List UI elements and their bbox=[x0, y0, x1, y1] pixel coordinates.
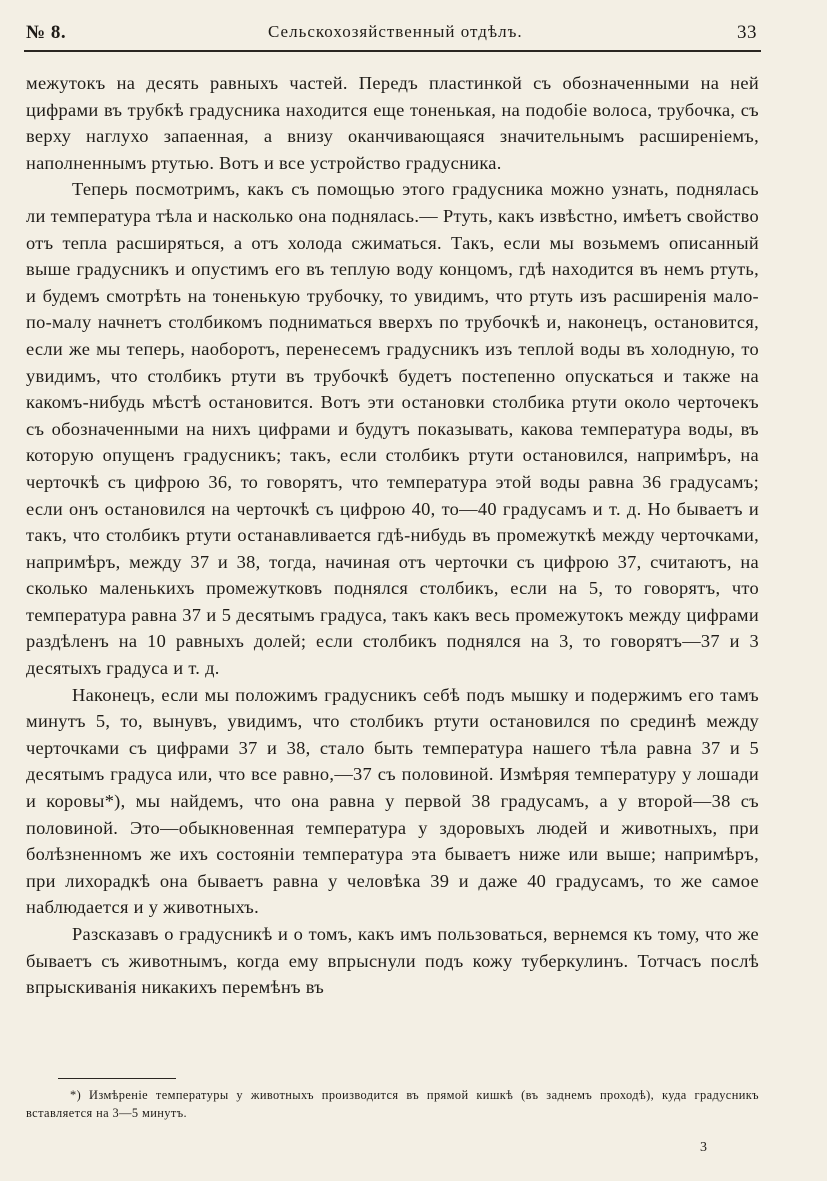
body-text bbox=[26, 70, 759, 1001]
issue-number: № 8. bbox=[26, 22, 67, 43]
paragraph-1: межутокъ на десять равныхъ частей. Передъ пластинкой съ обозначенными на ней цифрами въ трубкѣ градусника находится еще тоненькая, на подобіе волоса, трубочка, съ верху наглухо запаенная, а внизу оканчивающаяся значительнымъ расширеніемъ, наполненнымъ ртутью. Вотъ и все устройство градусника. bbox=[26, 73, 759, 173]
paragraph-3: Наконецъ, если мы положимъ градусникъ себѣ подъ мышку и подержимъ его тамъ минутъ 5, то, вынувъ, увидимъ, что столбикъ ртути остановился по срединѣ между черточками съ цифрами 37 и 38, стало быть температура нашего тѣла равна 37 и 5 десятымъ градуса или, что все равно,—37 съ половиной. Измѣряя температуру у лошади и коровы*), мы найдемъ, что она равна у первой 38 градусамъ, а у второй—38 съ половиной. Это—обыкновенная температура у здоровыхъ людей и животныхъ, при болѣзненномъ же ихъ состояніи температура эта бываетъ ниже или выше; напримѣръ, при лихорадкѣ она бываетъ равна у человѣка 39 и даже 40 градусамъ, то же самое наблюдается и у животныхъ. bbox=[26, 684, 759, 918]
page-header bbox=[24, 20, 761, 52]
footnote: *) Измѣреніе температуры у животныхъ производится въ прямой кишкѣ (въ заднемъ проходѣ), куда градусникъ вставляется на 3—5 минутъ. bbox=[26, 1088, 759, 1120]
paragraph-2: Теперь посмотримъ, какъ съ помощью этого градусника можно узнать, поднялась ли температура тѣла и насколько она поднялась.— Ртуть, какъ извѣстно, имѣетъ свойство отъ тепла расширяться, а отъ холода сжиматься. Такъ, если мы возьмемъ описанный выше градусникъ и опустимъ его въ теплую воду концомъ, гдѣ находится въ немъ ртуть, и будемъ смотрѣть на тоненькую трубочку, то увидимъ, что ртуть изъ расширенія мало-по-малу начнетъ столбикомъ подниматься вверхъ по трубочкѣ и, наконецъ, остановится, если же мы теперь, наоборотъ, перенесемъ градусникъ изъ теплой воды въ холодную, то увидимъ, что столбикъ ртути въ трубочкѣ будетъ постепенно опускаться и также на какомъ-нибудь мѣстѣ остановится. Вотъ эти остановки столбика ртути около черточекъ съ обозначенными на нихъ цифрами и будутъ показывать, какова температура воды, въ которую опущенъ градусникъ; такъ, если столбикъ ртути остановился, напримѣръ, на черточкѣ съ цифрою 36, то говорятъ, что температура этой воды равна 36 градусамъ; если онъ остановился на черточкѣ съ цифрою 40, то—40 градусамъ и т. д. Но бываетъ и такъ, что столбикъ ртути останавливается гдѣ-нибудь въ промежуткѣ между черточками, напримѣръ, между 37 и 38, тогда, начиная отъ черточки съ цифрою 37, считаютъ, на сколько маленькихъ промежутковъ поднялся столбикъ, если на 5, то говорятъ, что температура равна 37 и 5 десятымъ градуса, такъ какъ весь промежутокъ между цифрами раздѣленъ на 10 равныхъ долей; если столбикъ поднялся на 3, то говорятъ—37 и 3 десятыхъ градуса и т. д. bbox=[26, 179, 759, 679]
paragraph-4: Разсказавъ о градусникѣ и о томъ, какъ имъ пользоваться, вернемся къ тому, что же бываетъ съ животнымъ, когда ему впрыснули подъ кожу туберкулинъ. Тотчасъ послѣ впрыскиванія никакихъ перемѣнъ въ bbox=[26, 924, 759, 998]
footnote-divider bbox=[58, 1078, 176, 1079]
page-number: 33 bbox=[737, 22, 757, 43]
section-title: Сельскохозяйственный отдѣлъ. bbox=[268, 22, 523, 41]
printer-signature-mark: 3 bbox=[700, 1140, 707, 1155]
